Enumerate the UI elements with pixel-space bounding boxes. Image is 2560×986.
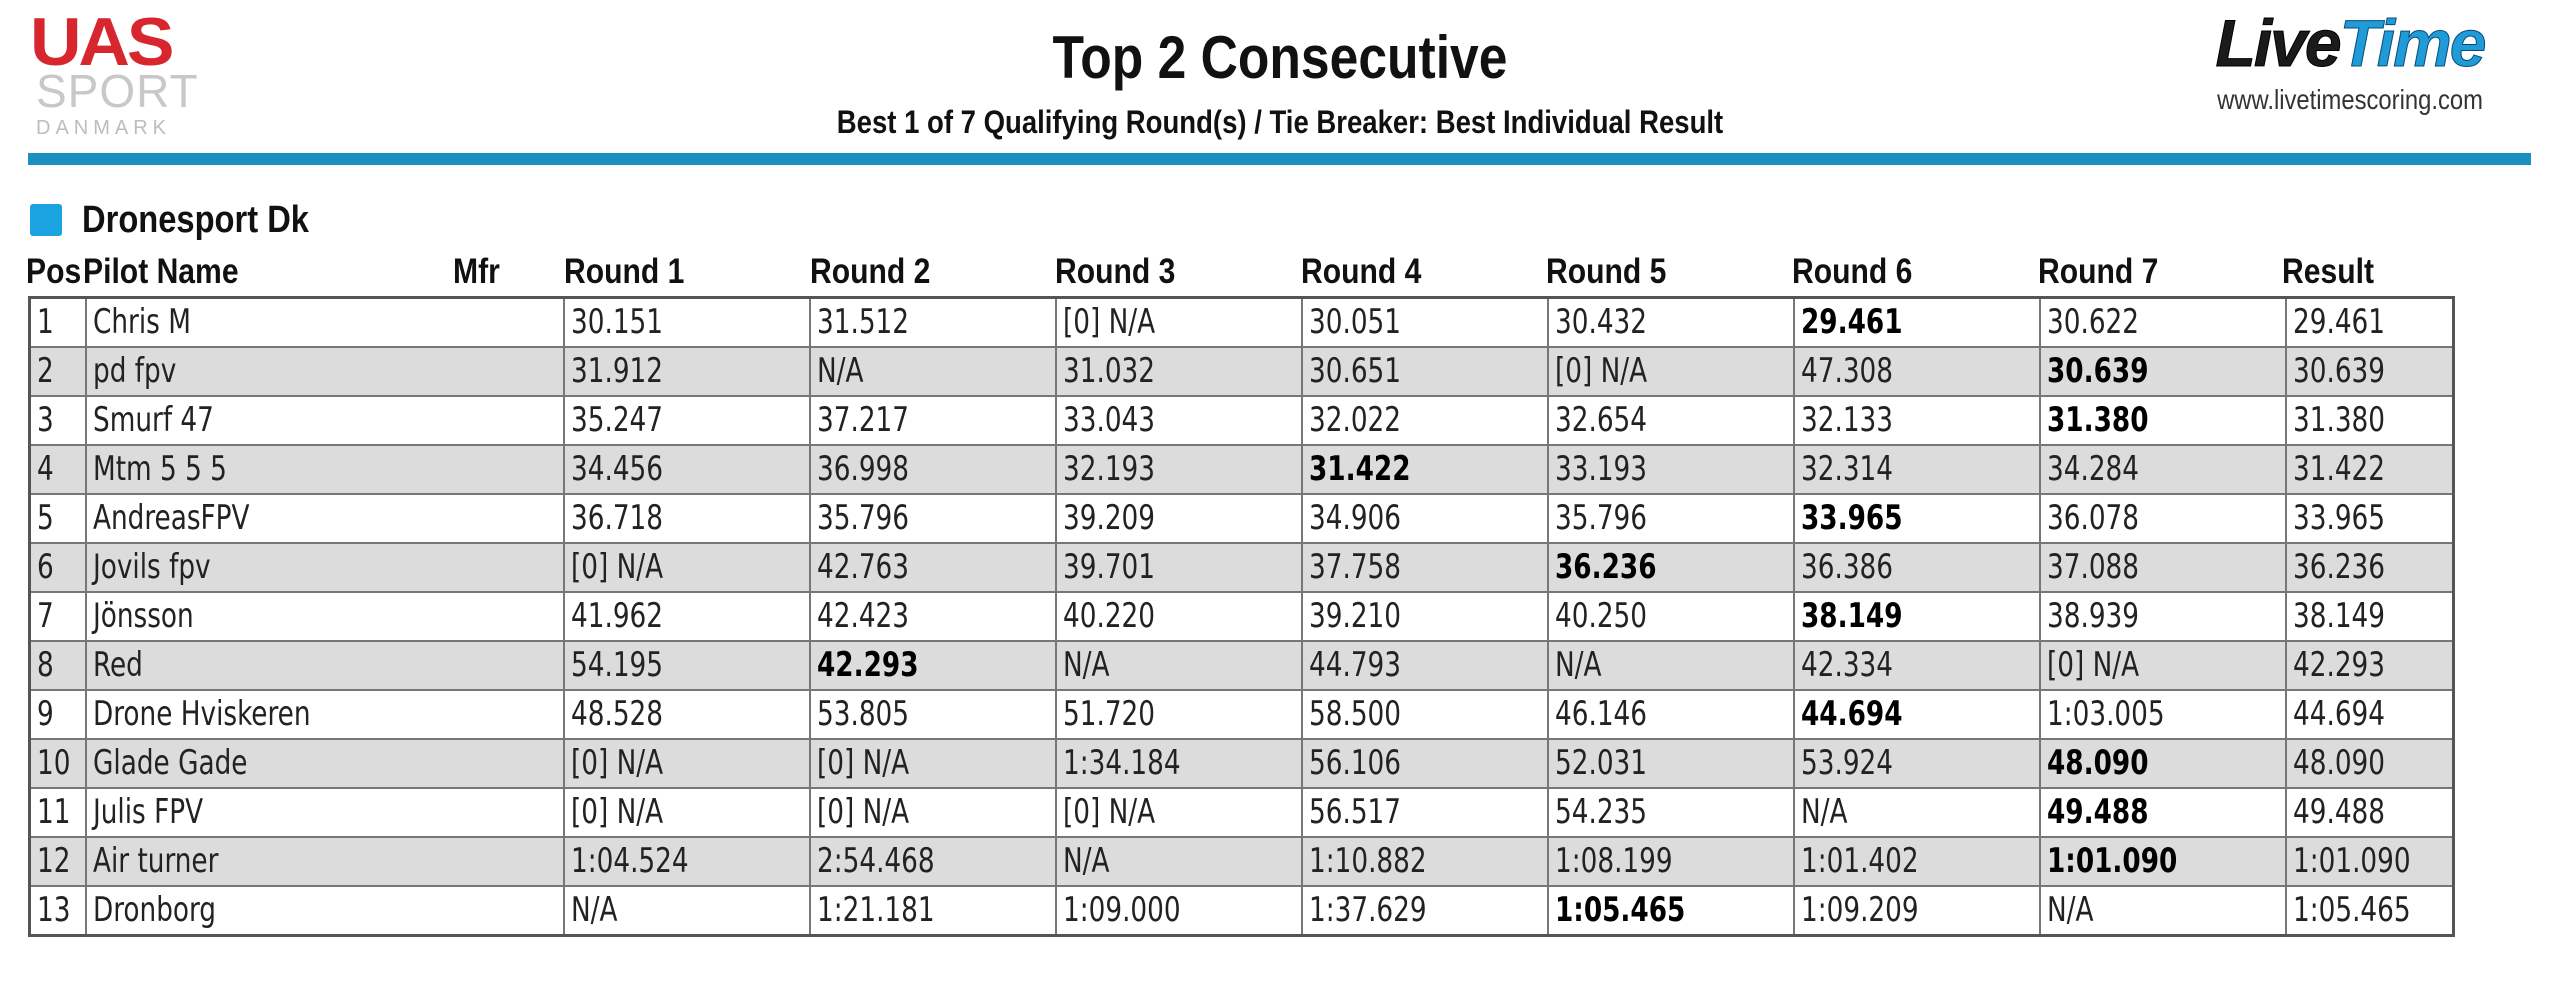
- table-row: [30, 837, 2454, 886]
- round-6-cell-text: 53.924: [1800, 743, 1893, 783]
- result-cell: [2286, 298, 2454, 348]
- round-3-cell-text: 39.209: [1062, 498, 1155, 538]
- round-2-cell: [810, 837, 1056, 886]
- pos-cell: [30, 788, 86, 837]
- round-4-cell: [1302, 739, 1548, 788]
- pos-cell-text: 10: [37, 743, 71, 783]
- round-7-cell-text: 30.639: [2046, 351, 2149, 391]
- round-1-cell-text: 35.247: [570, 400, 663, 440]
- round-2-cell: [810, 788, 1056, 837]
- round-1-cell-text: 36.718: [570, 498, 663, 538]
- round-3-cell-text: 1:09.000: [1062, 890, 1181, 930]
- round-1-cell-text: [0] N/A: [570, 792, 663, 832]
- uas-sport-logo: [30, 4, 200, 139]
- round-5-cell-text: 40.250: [1554, 596, 1647, 636]
- header-result: Result: [2282, 252, 2374, 291]
- round-7-cell-text: 38.939: [2046, 596, 2139, 636]
- round-3-cell-text: 39.701: [1062, 547, 1155, 587]
- round-2-cell-text: 42.293: [816, 645, 919, 685]
- result-cell: [2286, 592, 2454, 641]
- round-3-cell: [1056, 494, 1302, 543]
- round-3-cell: [1056, 690, 1302, 739]
- round-6-cell: [1794, 396, 2040, 445]
- round-2-cell-text: 53.805: [816, 694, 909, 734]
- pilot-name-cell-text: Smurf 47: [92, 400, 214, 440]
- round-1-cell-text: 48.528: [570, 694, 663, 734]
- pilot-name-cell: [86, 739, 564, 788]
- round-3-cell-text: 51.720: [1062, 694, 1155, 734]
- round-3-cell: [1056, 396, 1302, 445]
- round-6-cell-text: 32.314: [1800, 449, 1893, 489]
- round-3-cell-text: [0] N/A: [1062, 792, 1155, 832]
- pilot-name-cell: [86, 886, 564, 936]
- round-2-cell-text: [0] N/A: [816, 743, 909, 783]
- round-6-cell: [1794, 641, 2040, 690]
- table-row: [30, 641, 2454, 690]
- pos-cell-text: 11: [37, 792, 71, 832]
- result-cell: [2286, 543, 2454, 592]
- round-5-cell-text: 35.796: [1554, 498, 1647, 538]
- result-cell-text: 48.090: [2292, 743, 2385, 783]
- round-2-cell-text: 37.217: [816, 400, 909, 440]
- page-title: Top 2 Consecutive: [1052, 24, 1508, 91]
- round-7-cell-text: 36.078: [2046, 498, 2139, 538]
- pilot-name-cell: [86, 494, 564, 543]
- round-1-cell-text: 1:04.524: [570, 841, 689, 881]
- round-7-cell-text: 37.088: [2046, 547, 2139, 587]
- round-5-cell: [1548, 739, 1794, 788]
- round-3-cell-text: N/A: [1062, 645, 1110, 685]
- logo-time-text: Time: [2339, 6, 2485, 80]
- pos-cell: [30, 347, 86, 396]
- round-6-cell: [1794, 347, 2040, 396]
- round-7-cell: [2040, 396, 2286, 445]
- round-7-cell-text: 1:03.005: [2046, 694, 2165, 734]
- round-7-cell: [2040, 641, 2286, 690]
- round-3-cell: [1056, 347, 1302, 396]
- round-7-cell: [2040, 543, 2286, 592]
- table-row: [30, 690, 2454, 739]
- pos-cell-text: 13: [37, 890, 71, 930]
- table-row: [30, 788, 2454, 837]
- round-1-cell: [564, 396, 810, 445]
- round-2-cell-text: [0] N/A: [816, 792, 909, 832]
- table-row: [30, 739, 2454, 788]
- livetime-url: www.livetimescoring.com: [2217, 84, 2483, 115]
- result-cell: [2286, 788, 2454, 837]
- result-cell-text: 31.422: [2292, 449, 2385, 489]
- round-5-cell-text: 36.236: [1554, 547, 1657, 587]
- round-5-cell-text: [0] N/A: [1554, 351, 1647, 391]
- round-1-cell: [564, 788, 810, 837]
- round-2-cell: [810, 690, 1056, 739]
- round-2-cell-text: 35.796: [816, 498, 909, 538]
- round-1-cell-text: N/A: [570, 890, 618, 930]
- round-7-cell-text: [0] N/A: [2046, 645, 2139, 685]
- round-3-cell: [1056, 592, 1302, 641]
- round-1-cell: [564, 298, 810, 348]
- table-row: [30, 298, 2454, 348]
- pos-cell-text: 9: [37, 694, 54, 734]
- pilot-name-cell-text: pd fpv: [92, 351, 176, 391]
- header-round-1: Round 1: [564, 252, 685, 291]
- round-7-cell: [2040, 788, 2286, 837]
- table-row: [30, 543, 2454, 592]
- header-pilot-name: Pilot Name: [83, 252, 239, 291]
- result-cell-text: 49.488: [2292, 792, 2385, 832]
- result-cell: [2286, 690, 2454, 739]
- pilot-name-cell-text: Mtm 5 5 5: [92, 449, 227, 489]
- pos-cell-text: 7: [37, 596, 54, 636]
- round-6-cell: [1794, 788, 2040, 837]
- pilot-name-cell-text: Red: [92, 645, 143, 685]
- round-7-cell-text: 34.284: [2046, 449, 2139, 489]
- round-1-cell-text: 30.151: [570, 302, 663, 342]
- header-mfr: Mfr: [453, 252, 500, 291]
- round-7-cell-text: 49.488: [2046, 792, 2149, 832]
- round-5-cell: [1548, 298, 1794, 348]
- round-3-cell: [1056, 298, 1302, 348]
- round-7-cell: [2040, 347, 2286, 396]
- round-4-cell: [1302, 592, 1548, 641]
- result-cell: [2286, 347, 2454, 396]
- round-7-cell: [2040, 445, 2286, 494]
- round-1-cell: [564, 886, 810, 936]
- round-5-cell-text: 1:08.199: [1554, 841, 1673, 881]
- round-7-cell-text: 31.380: [2046, 400, 2149, 440]
- round-2-cell: [810, 396, 1056, 445]
- round-2-cell-text: N/A: [816, 351, 864, 391]
- round-4-cell: [1302, 298, 1548, 348]
- pos-cell-text: 1: [37, 302, 54, 342]
- round-6-cell-text: 42.334: [1800, 645, 1893, 685]
- round-6-cell: [1794, 837, 2040, 886]
- round-7-cell: [2040, 592, 2286, 641]
- pos-cell: [30, 543, 86, 592]
- result-cell-text: 36.236: [2292, 547, 2385, 587]
- pos-cell-text: 6: [37, 547, 54, 587]
- header-round-6: Round 6: [1792, 252, 1913, 291]
- round-2-cell: [810, 445, 1056, 494]
- round-6-cell-text: 47.308: [1800, 351, 1893, 391]
- header-round-2: Round 2: [810, 252, 931, 291]
- pilot-name-cell: [86, 543, 564, 592]
- pilot-name-cell-text: AndreasFPV: [92, 498, 250, 538]
- round-2-cell: [810, 739, 1056, 788]
- round-3-cell: [1056, 641, 1302, 690]
- round-2-cell: [810, 347, 1056, 396]
- round-1-cell-text: [0] N/A: [570, 547, 663, 587]
- round-5-cell: [1548, 690, 1794, 739]
- result-cell-text: 31.380: [2292, 400, 2385, 440]
- round-5-cell: [1548, 592, 1794, 641]
- round-5-cell: [1548, 788, 1794, 837]
- result-cell: [2286, 396, 2454, 445]
- round-5-cell-text: 52.031: [1554, 743, 1647, 783]
- round-4-cell-text: 56.106: [1308, 743, 1401, 783]
- result-cell: [2286, 641, 2454, 690]
- round-4-cell: [1302, 837, 1548, 886]
- round-4-cell-text: 1:10.882: [1308, 841, 1427, 881]
- round-5-cell: [1548, 543, 1794, 592]
- pos-cell-text: 12: [37, 841, 71, 881]
- round-2-cell: [810, 298, 1056, 348]
- round-6-cell-text: 44.694: [1800, 694, 1903, 734]
- round-6-cell-text: N/A: [1800, 792, 1848, 832]
- pos-cell: [30, 445, 86, 494]
- round-4-cell-text: 30.051: [1308, 302, 1401, 342]
- pilot-name-cell-text: Jovils fpv: [92, 547, 211, 587]
- round-5-cell-text: N/A: [1554, 645, 1602, 685]
- pos-cell: [30, 592, 86, 641]
- round-6-cell: [1794, 445, 2040, 494]
- round-3-cell: [1056, 886, 1302, 936]
- result-cell: [2286, 445, 2454, 494]
- round-5-cell: [1548, 445, 1794, 494]
- result-cell: [2286, 494, 2454, 543]
- round-4-cell: [1302, 347, 1548, 396]
- pos-cell: [30, 396, 86, 445]
- round-4-cell-text: 32.022: [1308, 400, 1401, 440]
- round-4-cell-text: 1:37.629: [1308, 890, 1427, 930]
- pilot-name-cell: [86, 641, 564, 690]
- round-4-cell-text: 56.517: [1308, 792, 1401, 832]
- round-2-cell: [810, 592, 1056, 641]
- result-cell-text: 29.461: [2292, 302, 2385, 342]
- pilot-name-cell: [86, 788, 564, 837]
- pos-cell: [30, 739, 86, 788]
- round-7-cell: [2040, 298, 2286, 348]
- results-table: [28, 296, 2455, 937]
- pilot-name-cell: [86, 396, 564, 445]
- round-7-cell-text: 48.090: [2046, 743, 2149, 783]
- round-3-cell: [1056, 837, 1302, 886]
- round-4-cell: [1302, 396, 1548, 445]
- round-3-cell-text: N/A: [1062, 841, 1110, 881]
- round-5-cell-text: 33.193: [1554, 449, 1647, 489]
- round-1-cell-text: 54.195: [570, 645, 663, 685]
- round-6-cell: [1794, 690, 2040, 739]
- round-6-cell: [1794, 543, 2040, 592]
- pos-cell-text: 2: [37, 351, 54, 391]
- pilot-name-cell-text: Chris M: [92, 302, 191, 342]
- result-cell-text: 33.965: [2292, 498, 2385, 538]
- round-5-cell-text: 54.235: [1554, 792, 1647, 832]
- header-round-3: Round 3: [1055, 252, 1176, 291]
- pilot-name-cell: [86, 592, 564, 641]
- round-1-cell-text: 41.962: [570, 596, 663, 636]
- round-6-cell: [1794, 886, 2040, 936]
- table-row: [30, 445, 2454, 494]
- round-1-cell: [564, 739, 810, 788]
- logo-danmark-text: DANMARK: [36, 117, 172, 139]
- result-cell-text: 30.639: [2292, 351, 2385, 391]
- round-4-cell: [1302, 788, 1548, 837]
- round-4-cell: [1302, 543, 1548, 592]
- round-4-cell: [1302, 690, 1548, 739]
- round-4-cell: [1302, 641, 1548, 690]
- round-5-cell: [1548, 837, 1794, 886]
- round-6-cell-text: 38.149: [1800, 596, 1903, 636]
- round-1-cell: [564, 445, 810, 494]
- pos-cell: [30, 837, 86, 886]
- round-6-cell-text: 33.965: [1800, 498, 1903, 538]
- round-1-cell: [564, 543, 810, 592]
- round-1-cell-text: [0] N/A: [570, 743, 663, 783]
- round-2-cell: [810, 886, 1056, 936]
- round-4-cell-text: 37.758: [1308, 547, 1401, 587]
- pilot-name-cell: [86, 347, 564, 396]
- round-5-cell-text: 1:05.465: [1554, 890, 1685, 930]
- round-1-cell: [564, 641, 810, 690]
- round-4-cell-text: 44.793: [1308, 645, 1401, 685]
- pilot-name-cell: [86, 837, 564, 886]
- table-row: [30, 396, 2454, 445]
- round-6-cell-text: 29.461: [1800, 302, 1903, 342]
- pilot-name-cell-text: Julis FPV: [92, 792, 203, 832]
- header-round-7: Round 7: [2038, 252, 2159, 291]
- pos-cell: [30, 690, 86, 739]
- result-cell: [2286, 739, 2454, 788]
- pilot-name-cell: [86, 298, 564, 348]
- group-name: Dronesport Dk: [82, 198, 309, 241]
- round-3-cell-text: [0] N/A: [1062, 302, 1155, 342]
- result-cell-text: 1:01.090: [2292, 841, 2411, 881]
- result-cell-text: 42.293: [2292, 645, 2385, 685]
- round-7-cell-text: 30.622: [2046, 302, 2139, 342]
- pos-cell: [30, 641, 86, 690]
- round-4-cell: [1302, 494, 1548, 543]
- round-2-cell-text: 42.423: [816, 596, 909, 636]
- round-1-cell: [564, 347, 810, 396]
- round-6-cell: [1794, 739, 2040, 788]
- round-6-cell-text: 1:01.402: [1800, 841, 1919, 881]
- round-2-cell: [810, 543, 1056, 592]
- round-7-cell: [2040, 690, 2286, 739]
- round-3-cell-text: 31.032: [1062, 351, 1155, 391]
- round-4-cell-text: 30.651: [1308, 351, 1401, 391]
- group-color-square: [30, 204, 62, 236]
- logo-sport-text: SPORT: [36, 65, 199, 117]
- round-1-cell: [564, 494, 810, 543]
- round-4-cell-text: 34.906: [1308, 498, 1401, 538]
- round-5-cell-text: 30.432: [1554, 302, 1647, 342]
- pos-cell-text: 8: [37, 645, 54, 685]
- round-3-cell-text: 1:34.184: [1062, 743, 1181, 783]
- round-1-cell-text: 31.912: [570, 351, 663, 391]
- round-4-cell-text: 58.500: [1308, 694, 1401, 734]
- round-7-cell-text: 1:01.090: [2046, 841, 2177, 881]
- result-cell: [2286, 837, 2454, 886]
- pilot-name-cell-text: Dronborg: [92, 890, 216, 930]
- result-cell-text: 44.694: [2292, 694, 2385, 734]
- result-cell-text: 38.149: [2292, 596, 2385, 636]
- pos-cell-text: 5: [37, 498, 54, 538]
- round-1-cell: [564, 690, 810, 739]
- livetime-logo: [2160, 4, 2540, 129]
- round-5-cell: [1548, 886, 1794, 936]
- table-row: [30, 886, 2454, 936]
- round-6-cell-text: 36.386: [1800, 547, 1893, 587]
- round-5-cell: [1548, 396, 1794, 445]
- round-7-cell-text: N/A: [2046, 890, 2094, 930]
- round-6-cell-text: 32.133: [1800, 400, 1893, 440]
- pos-cell: [30, 886, 86, 936]
- pilot-name-cell-text: Glade Gade: [92, 743, 247, 783]
- round-5-cell-text: 46.146: [1554, 694, 1647, 734]
- round-7-cell: [2040, 837, 2286, 886]
- logo-live-text: Live: [2215, 6, 2340, 80]
- round-7-cell: [2040, 739, 2286, 788]
- pos-cell: [30, 298, 86, 348]
- table-row: [30, 347, 2454, 396]
- round-5-cell: [1548, 641, 1794, 690]
- header-pos: Pos: [26, 252, 82, 291]
- pos-cell: [30, 494, 86, 543]
- round-7-cell: [2040, 494, 2286, 543]
- round-7-cell: [2040, 886, 2286, 936]
- round-2-cell-text: 42.763: [816, 547, 909, 587]
- header-round-4: Round 4: [1301, 252, 1422, 291]
- round-3-cell-text: 32.193: [1062, 449, 1155, 489]
- round-2-cell-text: 31.512: [816, 302, 909, 342]
- pilot-name-cell-text: Air turner: [92, 841, 218, 881]
- round-6-cell: [1794, 298, 2040, 348]
- result-cell-text: 1:05.465: [2292, 890, 2411, 930]
- round-5-cell: [1548, 494, 1794, 543]
- round-2-cell-text: 2:54.468: [816, 841, 935, 881]
- round-3-cell: [1056, 788, 1302, 837]
- round-1-cell: [564, 837, 810, 886]
- header-round-5: Round 5: [1546, 252, 1667, 291]
- round-4-cell: [1302, 445, 1548, 494]
- group-heading: [30, 200, 346, 240]
- round-2-cell-text: 1:21.181: [816, 890, 935, 930]
- logo-uas-text: UAS: [30, 4, 172, 80]
- round-3-cell: [1056, 543, 1302, 592]
- round-4-cell: [1302, 886, 1548, 936]
- round-1-cell-text: 34.456: [570, 449, 663, 489]
- round-1-cell: [564, 592, 810, 641]
- table-row: [30, 494, 2454, 543]
- round-3-cell-text: 33.043: [1062, 400, 1155, 440]
- round-6-cell-text: 1:09.209: [1800, 890, 1919, 930]
- pilot-name-cell-text: Jönsson: [92, 596, 194, 636]
- page-subtitle: Best 1 of 7 Qualifying Round(s) / Tie Breaker: Best Individual Result: [836, 104, 1724, 140]
- table-row: [30, 592, 2454, 641]
- round-2-cell: [810, 641, 1056, 690]
- round-3-cell: [1056, 445, 1302, 494]
- pilot-name-cell: [86, 690, 564, 739]
- round-3-cell-text: 40.220: [1062, 596, 1155, 636]
- result-cell: [2286, 886, 2454, 936]
- round-6-cell: [1794, 592, 2040, 641]
- round-6-cell: [1794, 494, 2040, 543]
- pilot-name-cell-text: Drone Hviskeren: [92, 694, 311, 734]
- round-3-cell: [1056, 739, 1302, 788]
- header-divider: [28, 153, 2531, 165]
- round-4-cell-text: 31.422: [1308, 449, 1411, 489]
- round-4-cell-text: 39.210: [1308, 596, 1401, 636]
- round-5-cell: [1548, 347, 1794, 396]
- pos-cell-text: 4: [37, 449, 54, 489]
- round-2-cell: [810, 494, 1056, 543]
- round-5-cell-text: 32.654: [1554, 400, 1647, 440]
- round-2-cell-text: 36.998: [816, 449, 909, 489]
- pos-cell-text: 3: [37, 400, 54, 440]
- pilot-name-cell: [86, 445, 564, 494]
